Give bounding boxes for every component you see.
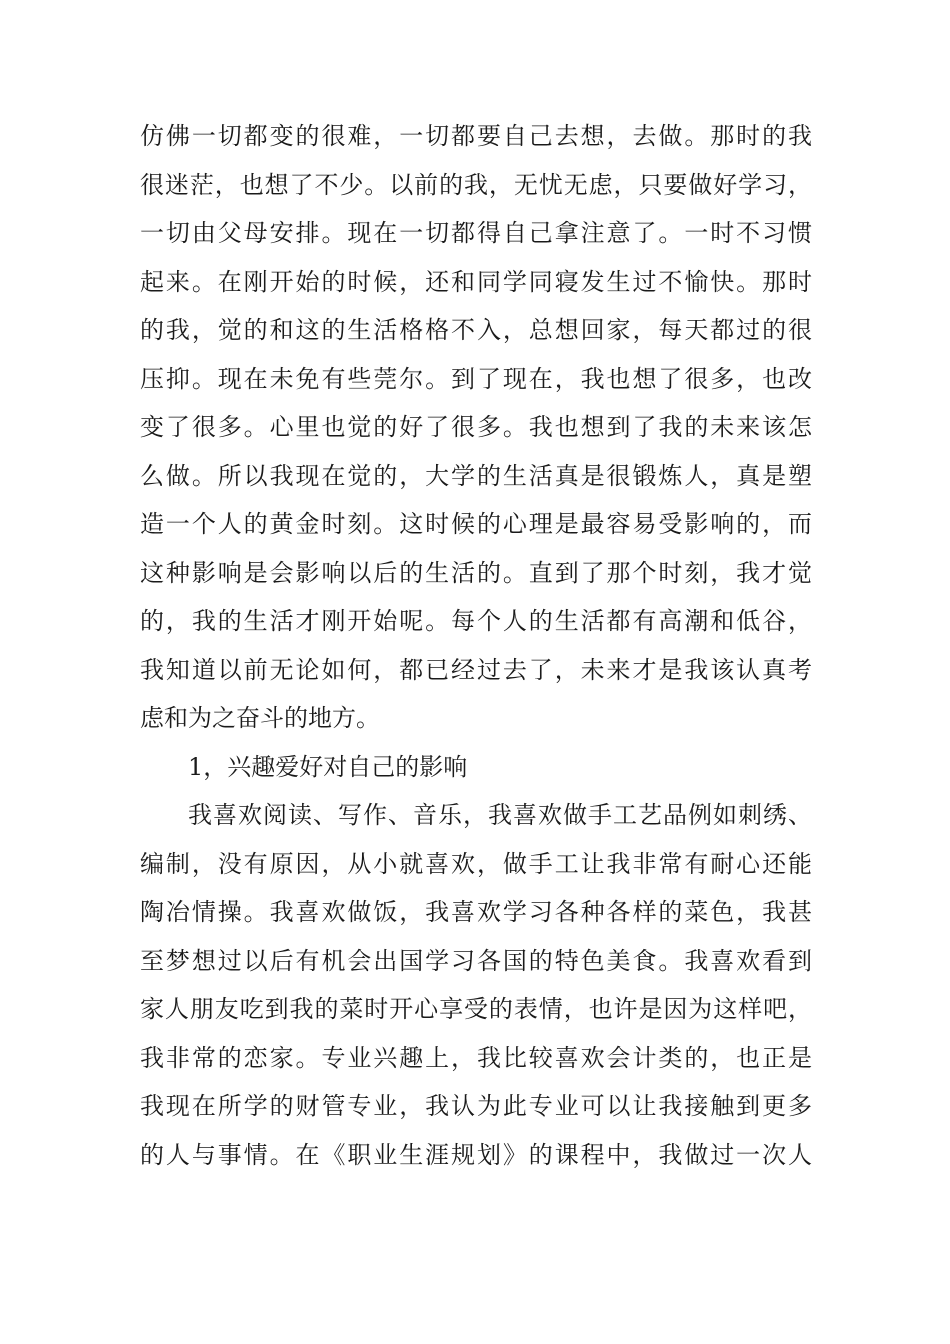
text-line: 至梦想过以后有机会出国学习各国的特色美食。我喜欢看到	[140, 946, 812, 975]
text-line: 我现在所学的财管专业，我认为此专业可以让我接触到更多	[140, 1092, 812, 1120]
text-line: 陶冶情操。我喜欢做饭，我喜欢学习各种各样的菜色，我甚	[140, 898, 812, 926]
text-line: 家人朋友吃到我的菜时开心享受的表情，也许是因为这样吧，	[140, 995, 812, 1023]
text-line: 我喜欢阅读、写作、音乐，我喜欢做手工艺品例如刺绣、	[188, 801, 812, 829]
text-line: 我非常的恋家。专业兴趣上，我比较喜欢会计类的，也正是	[140, 1043, 812, 1072]
text-line: 的我，觉的和这的生活格格不入，总想回家，每天都过的很	[140, 316, 812, 344]
text-line: 的，我的生活才刚开始呢。每个人的生活都有高潮和低谷，	[140, 607, 812, 635]
text-line: 虑和为之奋斗的地方。	[140, 704, 380, 732]
text-line: 编制，没有原因，从小就喜欢，做手工让我非常有耐心还能	[140, 849, 812, 878]
paragraph-1	[140, 112, 812, 743]
text-line: 压抑。现在未免有些莞尔。到了现在，我也想了很多，也改	[140, 364, 812, 393]
text-line: 一切由父母安排。现在一切都得自己拿注意了。一时不习惯	[140, 219, 812, 247]
text-line: 变了很多。心里也觉的好了很多。我也想到了我的未来该怎	[140, 413, 812, 441]
section-heading: 1，兴趣爱好对自己的影响	[188, 752, 468, 781]
text-line: 么做。所以我现在觉的，大学的生活真是很锻炼人，真是塑	[140, 461, 812, 490]
text-line: 起来。在刚开始的时候，还和同学同寝发生过不愉快。那时	[140, 267, 812, 296]
text-line: 我知道以前无论如何，都已经过去了，未来才是我该认真考	[140, 655, 812, 684]
text-line: 很迷茫，也想了不少。以前的我，无忧无虑，只要做好学习，	[140, 170, 812, 199]
text-line: 这种影响是会影响以后的生活的。直到了那个时刻，我才觉	[140, 558, 812, 587]
document-body	[140, 112, 812, 1179]
text-line: 仿佛一切都变的很难，一切都要自己去想，去做。那时的我	[140, 122, 812, 150]
text-line: 的人与事情。在《职业生涯规划》的课程中，我做过一次人	[140, 1140, 812, 1169]
text-line: 造一个人的黄金时刻。这时候的心理是最容易受影响的，而	[140, 510, 812, 538]
paragraph-2	[140, 791, 812, 1179]
